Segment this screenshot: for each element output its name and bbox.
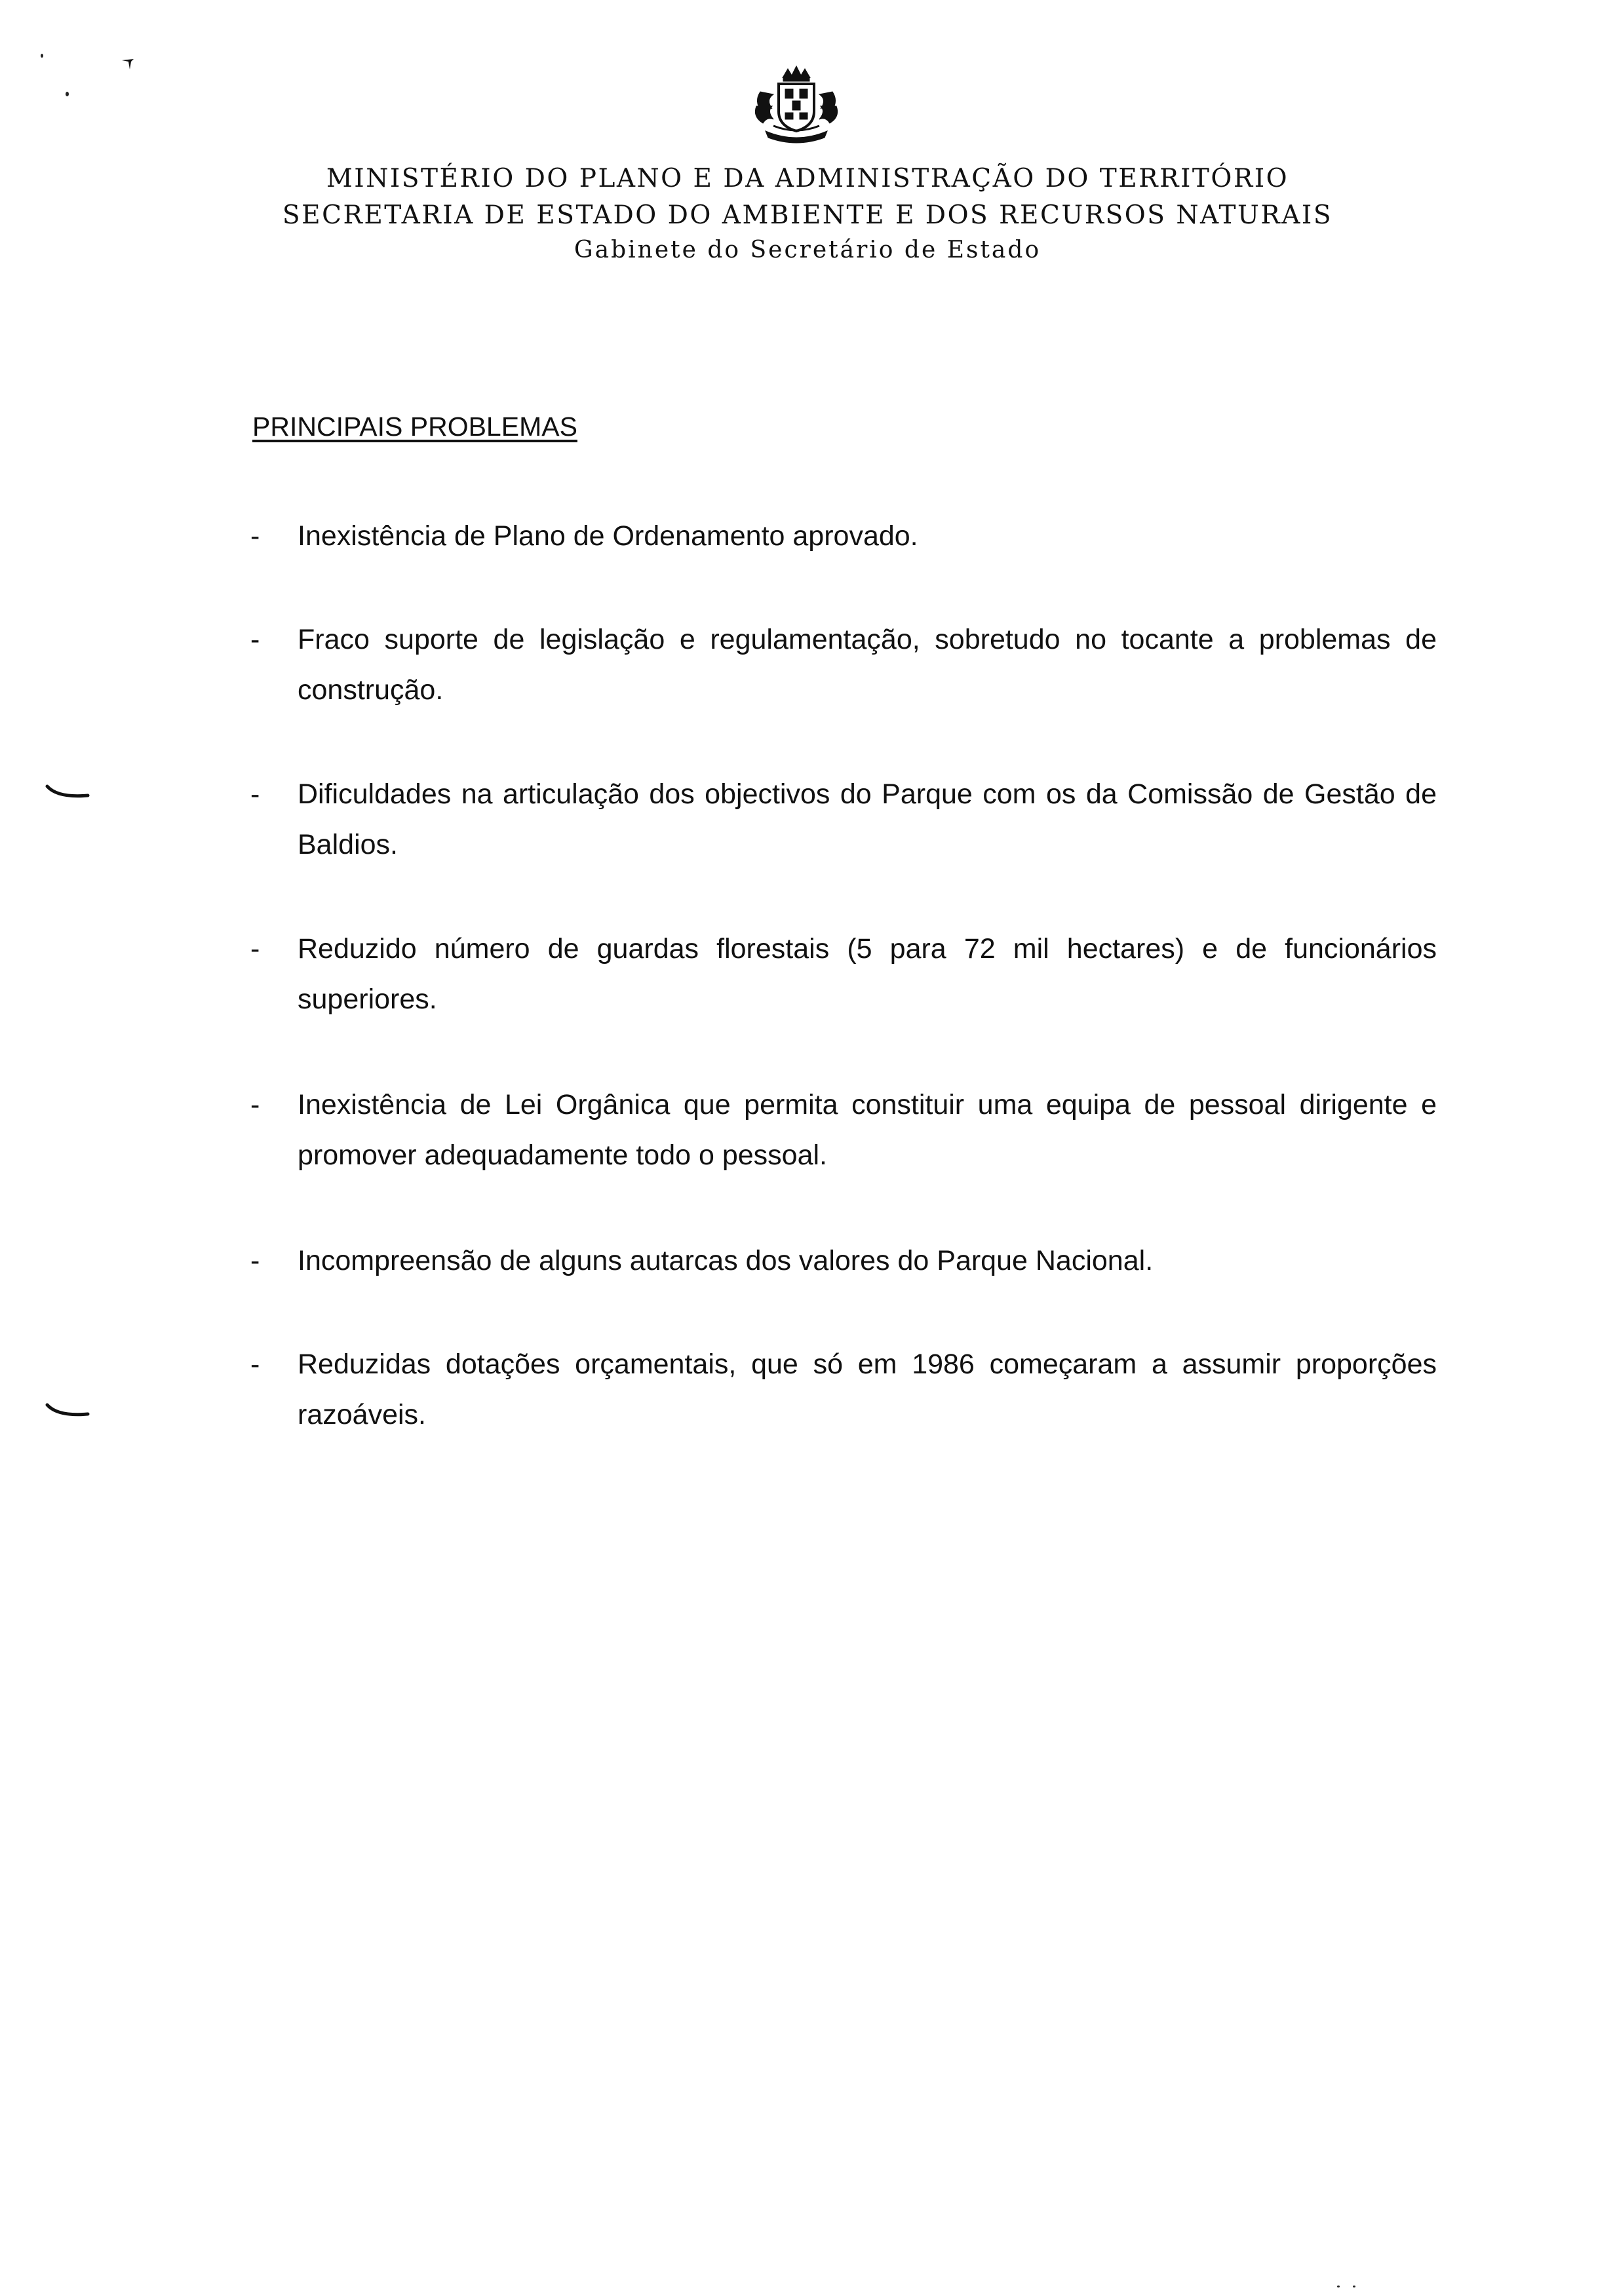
list-item-text: Incompreensão de alguns autarcas dos valores do Parque Nacional. — [298, 1245, 1154, 1276]
list-item-text: Reduzidas dotações orçamentais, que só em 1986 começaram a assumir proporções razoáveis. — [298, 1349, 1437, 1430]
bullet-dash: - — [250, 1245, 260, 1276]
bullet-dash: - — [250, 624, 260, 655]
margin-tick-mark-icon — [45, 1402, 90, 1422]
list-item-text: Inexistência de Lei Orgânica que permita constituir uma equipa de pessoal dirigente e promover adequadamente todo o pessoal. — [298, 1089, 1437, 1171]
list-item-text: Inexistência de Plano de Ordenamento aprovado. — [298, 520, 918, 552]
list-item — [250, 924, 1437, 1025]
list-item — [250, 1339, 1437, 1440]
scan-speck — [66, 92, 69, 96]
bullet-dash: - — [250, 520, 260, 552]
scan-mark-icon — [119, 55, 139, 75]
office-subtitle: Gabinete do Secretário de Estado — [574, 237, 1041, 263]
list-item-text: Reduzido número de guardas florestais (5 para 72 mil hectares) e de funcionários superiores. — [298, 933, 1437, 1015]
list-item — [250, 615, 1437, 716]
list-item — [250, 769, 1437, 870]
ministry-title: MINISTÉRIO DO PLANO E DA ADMINISTRAÇÃO DO TERRITÓRIO — [326, 164, 1289, 193]
scan-speck — [1337, 2286, 1340, 2287]
list-item-text: Fraco suporte de legislação e regulamentação, sobretudo no tocante a problemas de construção. — [298, 624, 1437, 706]
section-title: PRINCIPAIS PROBLEMAS — [252, 411, 577, 442]
bullet-dash: - — [250, 1089, 260, 1120]
margin-tick-mark-icon — [45, 784, 90, 803]
list-item-text: Dificuldades na articulação dos objectivos do Parque com os da Comissão de Gestão de Baldios. — [298, 778, 1437, 860]
list-item — [250, 1236, 1437, 1286]
bullet-dash: - — [250, 933, 260, 965]
bullet-dash: - — [250, 1349, 260, 1380]
coat-of-arms-emblem-icon — [747, 66, 846, 144]
scan-speck — [41, 54, 43, 58]
secretariat-title: SECRETARIA DE ESTADO DO AMBIENTE E DOS RECURSOS NATURAIS — [282, 201, 1333, 230]
scan-speck — [1353, 2286, 1355, 2287]
list-item — [250, 1080, 1437, 1181]
letterhead — [0, 161, 1615, 267]
list-item — [250, 511, 1437, 562]
bullet-dash: - — [250, 778, 260, 810]
